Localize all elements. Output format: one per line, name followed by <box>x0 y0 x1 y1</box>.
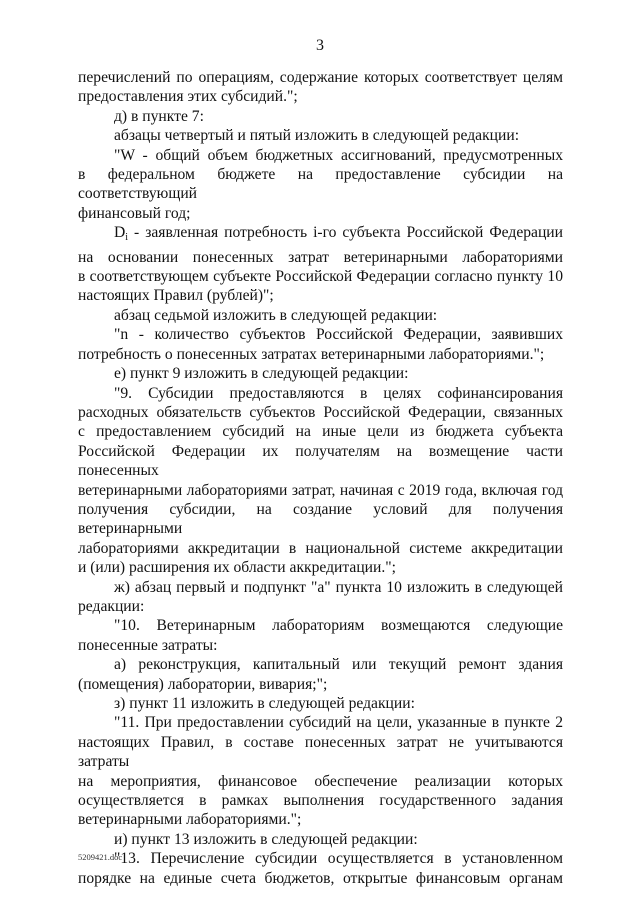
text-line <box>78 442 563 481</box>
line-text: порядке на единые счета бюджетов, открытые финансовым органам <box>78 869 563 887</box>
text-line <box>78 481 563 500</box>
text-line <box>78 204 563 223</box>
line-text: потребность о понесенных затратах ветеринарными лабораториями."; <box>78 345 545 363</box>
line-text: Российской Федерации их получателям на возмещение части понесенных <box>78 442 563 480</box>
text-line <box>78 830 563 849</box>
line-text: и (или) расширения их области аккредитации."; <box>78 559 396 577</box>
text-line <box>78 248 563 267</box>
line-text: абзац седьмой изложить в следующей редакции: <box>114 306 438 324</box>
line-text: в соответствующем субъекте Российской Федерации согласно пункту 10 <box>78 268 563 286</box>
line-text: "13. Перечисление субсидии осуществляется в установленном <box>114 850 563 868</box>
line-text: - заявленная потребность i-го субъекта Российской Федерации <box>128 224 563 242</box>
line-text: настоящих Правил, в составе понесенных затрат не учитываются затраты <box>78 733 563 771</box>
text-line <box>78 146 563 165</box>
text-line <box>78 87 563 106</box>
line-text: лабораториями аккредитации в национальной системе аккредитации <box>78 539 563 557</box>
line-text: ж) абзац первый и подпункт "а" пункта 10 изложить в следующей <box>114 578 563 596</box>
formula-subscript: i <box>125 232 129 244</box>
line-text: з) пункт 11 изложить в следующей редакции: <box>114 695 415 712</box>
text-line <box>78 345 563 364</box>
text-line <box>78 325 563 344</box>
line-text: финансовый год; <box>78 204 191 222</box>
text-line <box>78 68 563 87</box>
line-text: перечислений по операциям, содержание которых соответствует целям <box>78 69 563 86</box>
formula-symbol: D <box>114 224 126 242</box>
line-text: на мероприятия, финансовое обеспечение реализации которых <box>78 772 563 790</box>
text-line <box>78 655 563 674</box>
text-line <box>78 733 563 772</box>
text-line <box>78 422 563 441</box>
line-text: "W - общий объем бюджетных ассигнований, предусмотренных <box>114 146 563 164</box>
line-text: на основании понесенных затрат ветеринарными лабораториями <box>78 248 563 266</box>
text-line <box>78 616 563 635</box>
line-text: е) пункт 9 изложить в следующей редакции: <box>114 365 409 383</box>
text-line <box>78 869 563 888</box>
line-text: а) реконструкция, капитальный или текущий ремонт здания <box>114 656 563 674</box>
text-line <box>78 713 563 732</box>
document-body <box>78 68 563 888</box>
line-text: понесенные затраты: <box>78 636 218 654</box>
text-line <box>78 558 563 577</box>
text-line <box>78 810 563 829</box>
line-text: редакции: <box>78 597 145 615</box>
line-text: "11. При предоставлении субсидий на цели, указанные в пункте 2 <box>114 714 563 732</box>
line-text: (помещения) лаборатории, вивария;"; <box>78 675 328 693</box>
text-line <box>78 500 563 539</box>
text-line <box>78 849 563 868</box>
line-text: ветеринарными лабораториями."; <box>78 811 302 829</box>
line-text: ветеринарными лабораториями затрат, начиная с 2019 года, включая год <box>78 481 563 499</box>
line-text: и) пункт 13 изложить в следующей редакции: <box>114 830 418 848</box>
text-line <box>78 286 563 305</box>
line-text: получения субсидии, на создание условий для получения ветеринарными <box>78 500 563 538</box>
file-name-footer: 5209421.doc <box>78 852 123 862</box>
text-line <box>78 306 563 325</box>
text-line <box>78 403 563 422</box>
text-line <box>78 223 563 247</box>
text-line <box>78 597 563 616</box>
line-text: предоставления этих субсидий."; <box>78 88 298 106</box>
line-text: абзацы четвертый и пятый изложить в следующей редакции: <box>114 127 520 145</box>
text-line <box>78 364 563 383</box>
text-line <box>78 578 563 597</box>
text-line <box>78 675 563 694</box>
page-number: 3 <box>316 37 324 54</box>
text-line <box>78 636 563 655</box>
text-line <box>78 384 563 403</box>
line-text: в федеральном бюджете на предоставление субсидии на соответствующий <box>78 166 563 203</box>
line-text: осуществляется в рамках выполнения государственного задания <box>78 792 563 810</box>
text-line <box>78 791 563 810</box>
text-line <box>78 267 563 286</box>
line-text: расходных обязательств субъектов Российской Федерации, связанных <box>78 403 563 421</box>
line-text: настоящих Правил (рублей)"; <box>78 287 274 305</box>
text-line <box>78 165 563 204</box>
line-text: "9. Субсидии предоставляются в целях софинансирования <box>114 384 563 402</box>
line-text: "10. Ветеринарным лабораториям возмещаются следующие <box>114 617 563 635</box>
line-text: д) в пункте 7: <box>114 107 204 125</box>
text-line <box>78 694 563 713</box>
text-line <box>78 772 563 791</box>
text-line <box>78 126 563 145</box>
line-text: "n - количество субъектов Российской Федерации, заявивших <box>114 326 563 344</box>
text-line <box>78 107 563 126</box>
line-text: с предоставлением субсидий на иные цели из бюджета субъекта <box>78 423 563 441</box>
text-line <box>78 539 563 558</box>
